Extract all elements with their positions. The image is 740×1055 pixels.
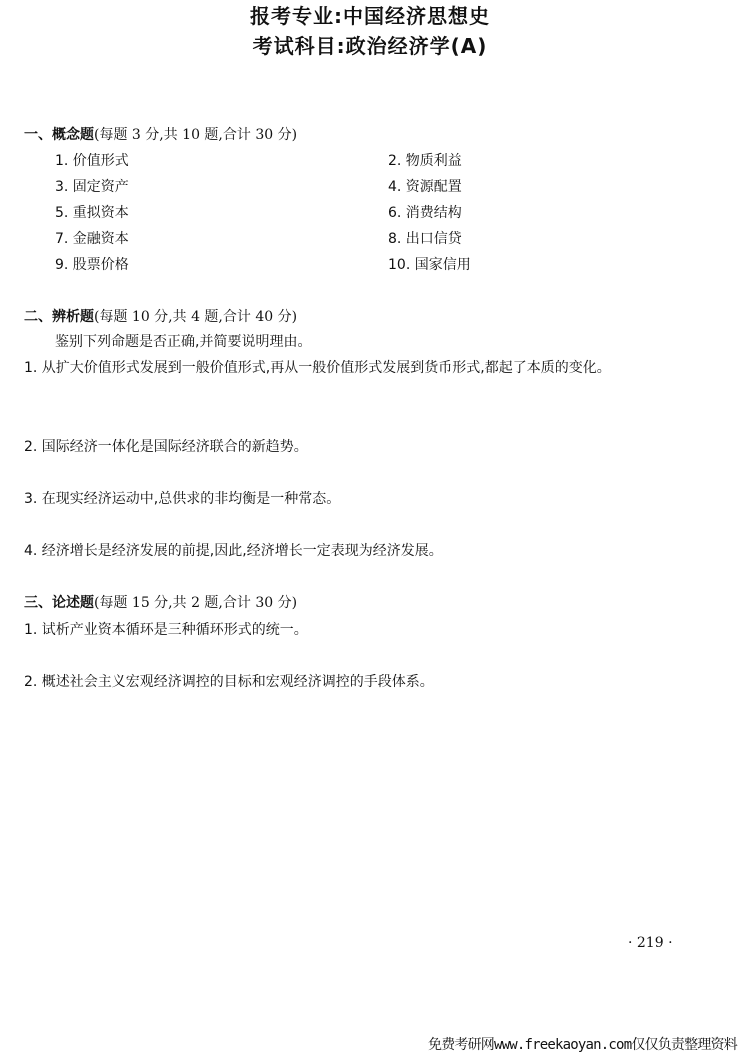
question-item: 3. 在现实经济运动中,总供求的非均衡是一种常态。 <box>24 491 341 507</box>
page-number: · 219 · <box>628 935 673 951</box>
section2-heading <box>24 308 297 326</box>
section3-note: (每题 15 分,共 2 题,合计 30 分) <box>94 595 298 611</box>
question-item: 2. 概述社会主义宏观经济调控的目标和宏观经济调控的手段体系。 <box>24 674 434 690</box>
section2-note: (每题 10 分,共 4 题,合计 40 分) <box>94 309 298 325</box>
concept-item: 6. 消费结构 <box>388 205 462 221</box>
section3-label: 三、论述题 <box>24 595 94 611</box>
section2-instruction: 鉴别下列命题是否正确,并简要说明理由。 <box>55 334 312 350</box>
question-item: 1. 试析产业资本循环是三种循环形式的统一。 <box>24 622 308 638</box>
concept-item: 5. 重拟资本 <box>55 205 129 221</box>
footer-watermark: 免费考研网www.freekaoyan.com仅仅负责整理资料 <box>428 1037 737 1053</box>
concept-item: 4. 资源配置 <box>388 179 462 195</box>
section1-note: (每题 3 分,共 10 题,合计 30 分) <box>94 127 298 143</box>
concept-item: 2. 物质利益 <box>388 153 462 169</box>
concept-item: 3. 固定资产 <box>55 179 129 195</box>
section3-heading <box>24 594 297 612</box>
concept-item: 9. 股票价格 <box>55 257 129 273</box>
title-subject: 考试科目:政治经济学(A) <box>252 34 488 58</box>
concept-item: 7. 金融资本 <box>55 231 129 247</box>
question-item: 2. 国际经济一体化是国际经济联合的新趋势。 <box>24 439 308 455</box>
section1-heading <box>24 126 297 144</box>
concept-item: 10. 国家信用 <box>388 257 471 273</box>
section2-label: 二、辨析题 <box>24 309 94 325</box>
concept-item: 8. 出口信贷 <box>388 231 462 247</box>
concept-item: 1. 价值形式 <box>55 153 129 169</box>
section1-label: 一、概念题 <box>24 127 94 143</box>
title-major: 报考专业:中国经济思想史 <box>250 4 490 28</box>
question-item: 4. 经济增长是经济发展的前提,因此,经济增长一定表现为经济发展。 <box>24 543 443 559</box>
question-item: 1. 从扩大价值形式发展到一般价值形式,再从一般价值形式发展到货币形式,都起了本质的变化。 <box>24 360 611 376</box>
